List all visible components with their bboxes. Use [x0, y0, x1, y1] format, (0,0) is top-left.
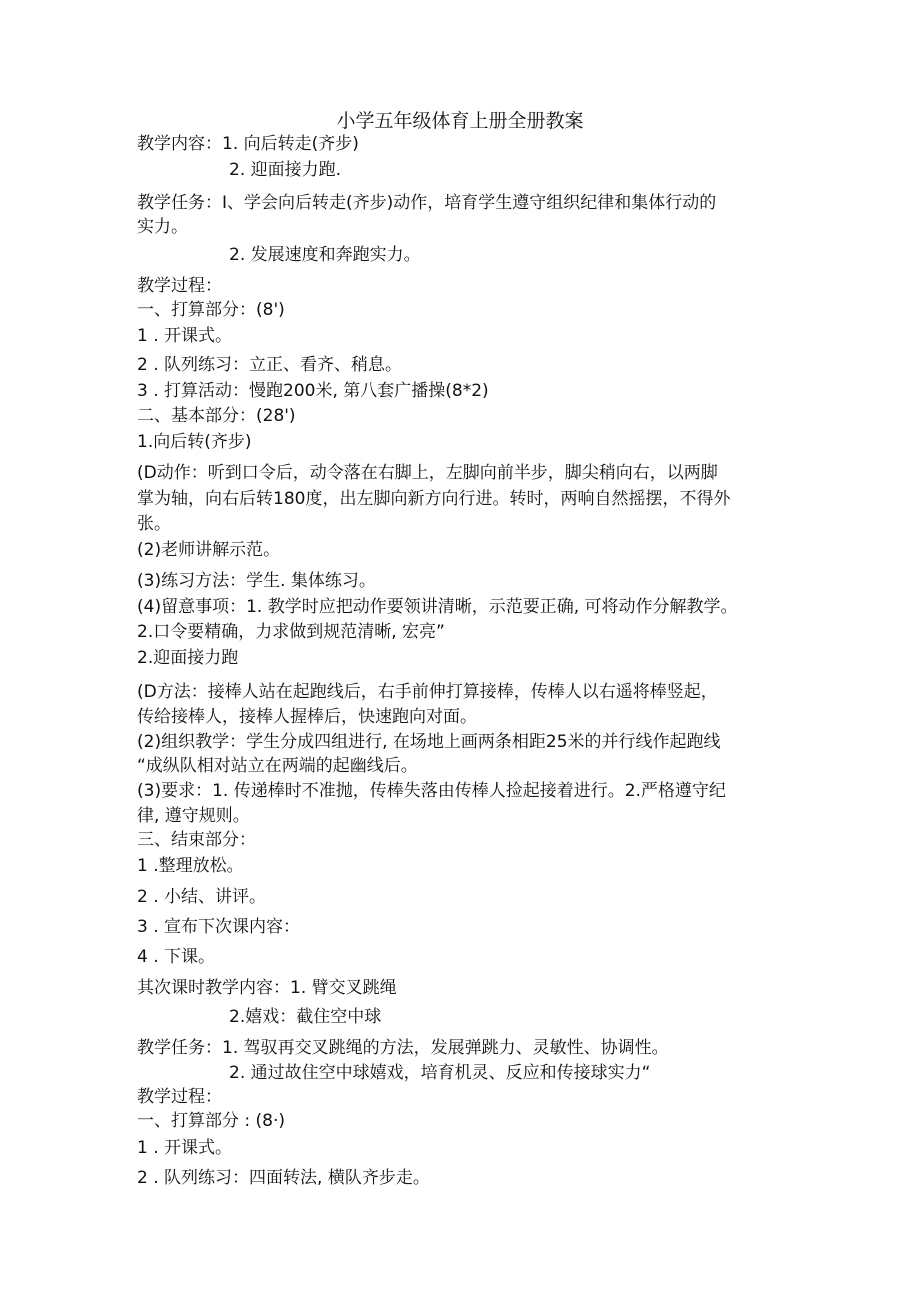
text-line: 其次课时教学内容：1. 臂交叉跳绳 — [137, 978, 397, 998]
text-line: 2.嬉戏：截住空中球 — [229, 1007, 382, 1027]
text-line: 律, 遵守规则。 — [137, 806, 250, 826]
text-line: 1 .整理放松。 — [137, 856, 244, 876]
text-line: 教学过程： — [137, 276, 222, 296]
text-line: 三、结束部分： — [137, 830, 256, 850]
text-line: 2. 迎面接力跑. — [229, 160, 342, 180]
text-line: 2.迎面接力跑 — [137, 648, 239, 668]
text-line: (4)留意事项：1. 教学时应把动作要领讲清晰，示范要正确, 可将动作分解教学。 — [137, 597, 738, 617]
text-line: 2 . 小结、讲评。 — [137, 887, 267, 907]
text-line: (2)组织教学：学生分成四组进行, 在场地上画两条相距25米的并行线作起跑线 — [137, 732, 721, 752]
text-line: 教学任务：1. 驾驭再交叉跳绳的方法，发展弹跳力、灵敏性、协调性。 — [137, 1038, 669, 1058]
text-line: 1 . 开课式。 — [137, 326, 233, 346]
text-line: 传给接棒人，接棒人握棒后，快速跑向对面。 — [137, 707, 477, 727]
text-line: 2 . 队列练习：四面转法, 横队齐步走。 — [137, 1168, 430, 1188]
text-line: 实力。 — [137, 217, 188, 237]
text-line: 2. 发展速度和奔跑实力。 — [229, 245, 421, 265]
text-line: (2)老师讲解示范。 — [137, 540, 281, 560]
text-line: 2.口令要精确，力求做到规范清晰, 宏亮” — [137, 622, 445, 642]
text-line: 一、打算部分：(8') — [137, 300, 285, 320]
text-line: 1 . 开课式。 — [137, 1138, 233, 1158]
text-line: 1.向后转(齐步) — [137, 432, 252, 452]
text-line: 3 . 打算活动：慢跑200米, 第八套广播操(8*2) — [137, 381, 489, 401]
text-line: 掌为轴，向右后转180度，出左脚向新方向行进。转时，两响自然摇摆，不得外 — [137, 489, 731, 509]
text-line: 张。 — [137, 514, 171, 534]
text-line: 4 . 下课。 — [137, 947, 216, 967]
document-title: 小学五年级体育上册全册教案 — [336, 110, 584, 132]
text-line: (3)练习方法：学生. 集体练习。 — [137, 571, 376, 591]
text-line: “成纵队相对站立在两端的起幽线后。 — [137, 756, 418, 776]
text-line: (3)要求：1. 传递棒时不准抛，传棒失落由传棒人捡起接着进行。2.严格遵守纪 — [137, 781, 726, 801]
text-line: 2. 通过故住空中球嬉戏，培育机灵、反应和传接球实力“ — [229, 1063, 651, 1083]
text-line: 一、打算部分 : (8·) — [137, 1111, 286, 1131]
text-line: 2 . 队列练习：立正、看齐、稍息。 — [137, 355, 403, 375]
text-line: (D方法：接棒人站在起跑线后，右手前伸打算接棒，传棒人以右遥将棒竖起， — [137, 682, 718, 702]
text-line: 教学任务：I、学会向后转走(齐步)动作，培育学生遵守组织纪律和集体行动的 — [137, 193, 717, 213]
text-line: 3 . 宣布下次课内容： — [137, 917, 301, 937]
text-line: (D动作：听到口令后，动令落在右脚上，左脚向前半步，脚尖稍向右，以两脚 — [137, 463, 718, 483]
text-line: 教学内容：1. 向后转走(齐步) — [137, 134, 359, 154]
text-line: 教学过程： — [137, 1087, 222, 1107]
text-line: 二、基本部分：(28') — [137, 406, 296, 426]
